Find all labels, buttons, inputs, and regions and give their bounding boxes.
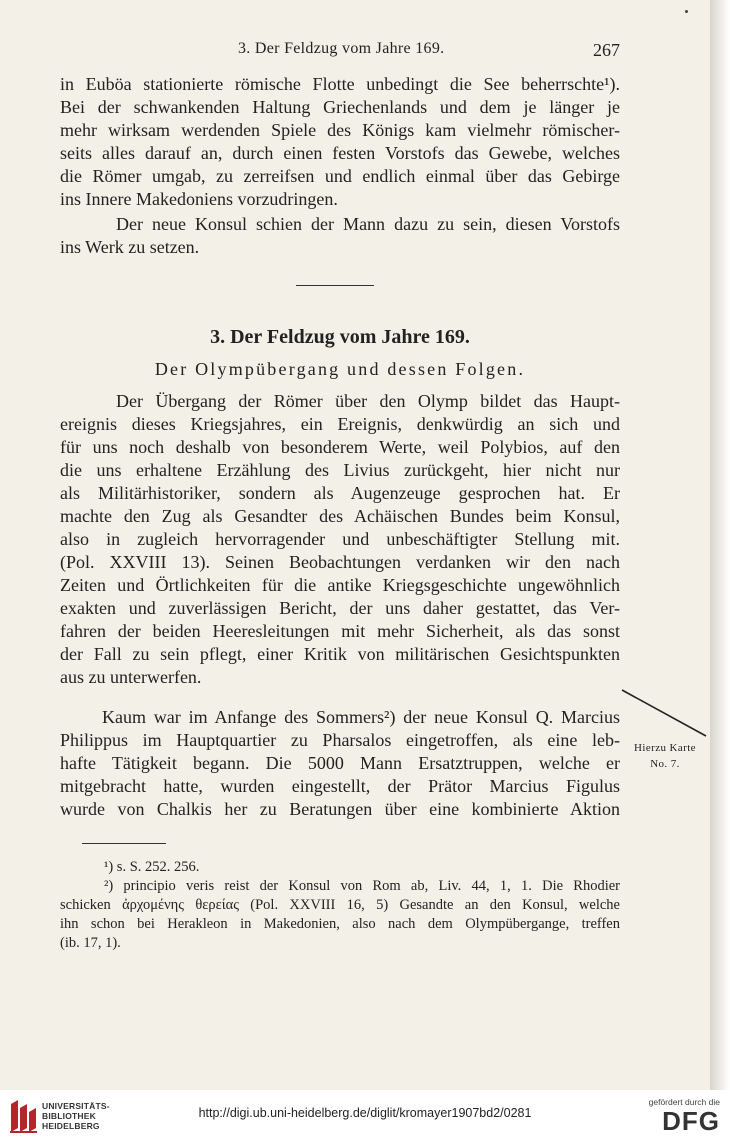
text-line: exakten und zuverlässigen Bericht, der uns daher gestattet, das Ver- [60,598,620,618]
text-line: mehr wirksam werdenden Spiele des Königs kam vielmehr römischer- [60,120,620,140]
dfg-logo-icon: DFG [662,1106,720,1136]
text-line: hafte Tätigkeit begann. Die 5000 Mann Ersatztruppen, welche er [60,753,620,773]
library-name [42,1101,142,1131]
text-line: Kaum war im Anfange des Sommers²) der neue Konsul Q. Marcius [102,707,620,727]
text-line: wurde von Chalkis her zu Beratungen über eine kombinierte Aktion [60,799,620,819]
footnote-1: ¹) s. S. 252. 256. [104,859,200,875]
section-subheading: Der Olympübergang und dessen Folgen. [154,359,526,379]
text-line: Der neue Konsul schien der Mann dazu zu sein, diesen Vorstofs [116,214,620,234]
body-paragraph-1 [60,390,620,689]
text-line: Bei der schwankenden Haltung Griechenlands und dem je länger je [60,97,620,117]
text-line: Der Übergang der Römer über den Olymp bildet das Haupt- [116,391,620,411]
text-line: seits alles darauf an, durch einen festen Vorstofs das Gewebe, welches [60,143,620,163]
text-line: (Pol. XXVIII 13). Seinen Beobachtungen verdanken wir den nach [60,552,620,572]
library-name-line: UNIVERSITÄTS- [42,1101,110,1111]
text-line: in Euböa stationierte römische Flotte unbedingt die See beherrschte¹). [60,74,620,94]
footnotes [60,858,620,953]
scan-edge [710,0,730,1090]
text-line: Zeiten und Örtlichkeiten für die antike Kriegsgeschichte ungewöhnlich [60,575,620,595]
running-head-title: 3. Der Feldzug vom Jahre 169. [238,40,445,57]
text-line: für uns noch deshalb von besonderem Werte, weil Polybios, auf den [60,437,620,457]
scan-speck [685,10,688,13]
running-head [60,40,620,62]
margin-note-line2: No. 7. [650,758,680,770]
text-line: machte den Zug als Gesandter des Achäischen Bundes beim Konsul, [60,506,620,526]
viewer-footer [0,1090,730,1142]
text-line: ins Innere Makedoniens vorzudringen. [60,189,338,209]
intro-paragraph-2 [60,213,620,259]
footnote-2-line: schicken ἀρχομένης θερείας (Pol. XXVIII 16, 5) Gesandte an den Konsul, welche [60,897,620,913]
text-line: Philippus im Hauptquartier zu Pharsalos eingetroffen, als eine leb- [60,730,620,750]
section-heading: 3. Der Feldzug vom Jahre 169. [210,326,470,348]
footnote-2-line: ihn schon bei Herakleon in Makedonien, also nach dem Olympübergange, treffen [60,916,620,932]
text-line: aus zu unterwerfen. [60,667,202,687]
text-line: fahren der beiden Heeresleitungen mit mehr Sicherheit, als das sonst [60,621,620,641]
footnote-divider [82,843,166,844]
library-name-line: HEIDELBERG [42,1121,100,1131]
text-line: die Römer umgab, zu zerreifsen und endlich einmal über das Gebirge [60,166,620,186]
text-line: mitgebracht hatte, wurden eingestellt, der Prätor Marcius Figulus [60,776,620,796]
footnote-2-line: ²) principio veris reist der Konsul von Rom ab, Liv. 44, 1, 1. Die Rhodier [104,878,620,894]
margin-note-line1: Hierzu Karte [634,742,696,754]
text-line: ins Werk zu setzen. [60,237,200,257]
footnote-2-line: (ib. 17, 1). [60,935,121,951]
funded-by-label: gefördert durch die [648,1097,720,1107]
section-divider [296,285,374,286]
intro-paragraph-1 [60,73,620,211]
body-paragraph-2 [60,706,620,821]
page-number: 267 [593,40,620,60]
margin-note [624,740,706,772]
text-line: also in zugleich hervorragender und unbeschäftigter Stellung mit. [60,529,620,549]
text-line: ereignis dieses Kriegsjahres, ein Ereignis, denkwürdig an sich und [60,414,620,434]
university-library-logo-icon [8,1098,38,1134]
permalink-url[interactable]: http://digi.ub.uni-heidelberg.de/diglit/kromayer1907bd2/0281 [198,1106,532,1120]
text-line: als Militärhistoriker, sondern als Augenzeuge gesprochen hat. Er [60,483,620,503]
library-name-line: BIBLIOTHEK [42,1111,96,1121]
text-line: die uns erhaltene Erzählung des Livius zurückgeht, hier nicht nur [60,460,620,480]
text-line: der Fall zu sein pflegt, einer Kritik von militärischen Gesichtspunkten [60,644,620,664]
